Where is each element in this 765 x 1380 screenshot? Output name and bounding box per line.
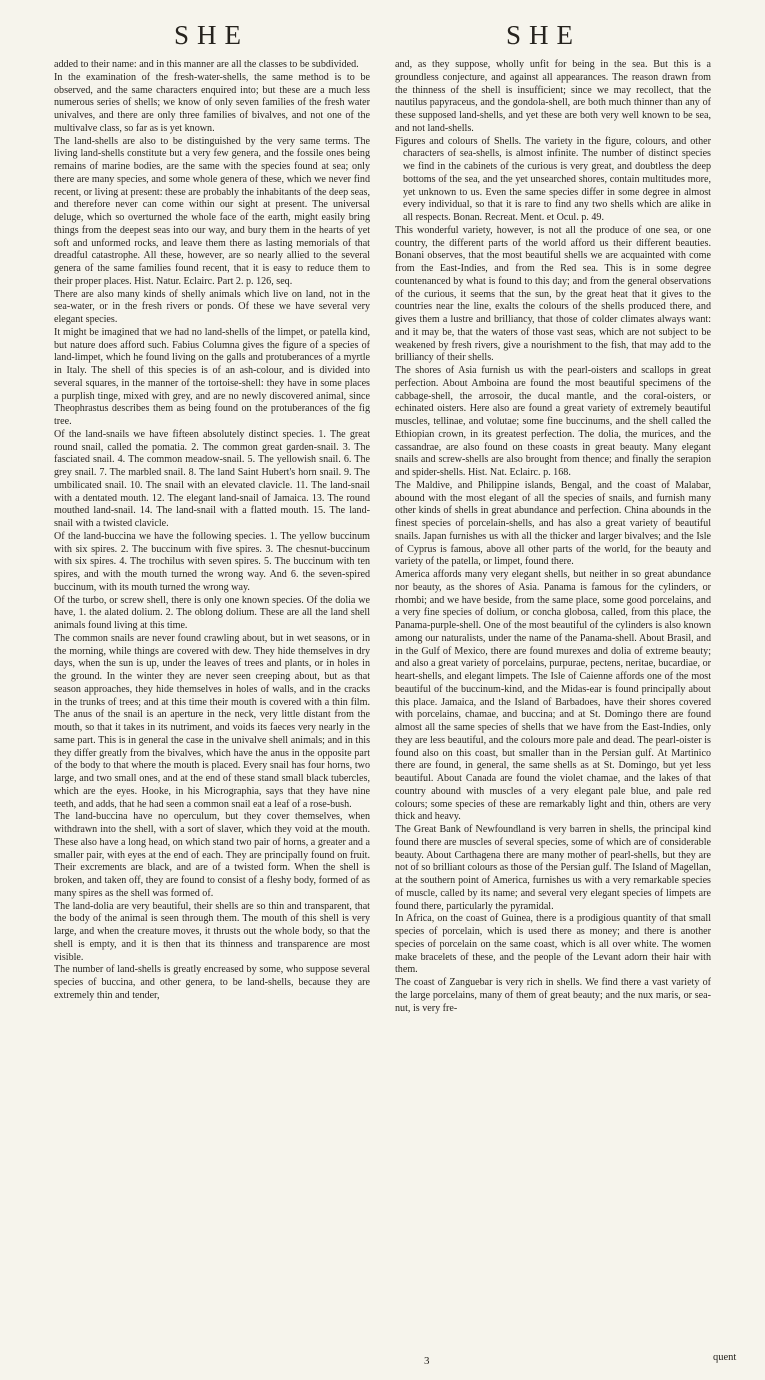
- paragraph: The land-shells are also to be distinguished by the very same terms. The living land-shells constitute but a very few genera, and the fossile ones being remains of marine bodies, are the same with the species found at sea; only there are many species, and some whole genera of these, which we never find recent, or living at present: these are probably the inhabitants of the deep seas, and therefore never can come within our sight at present. The universal deluge, which so overturned the whole face of the earth, might easily bring things from the deepest seas into our way, and bury them in the hearts of yet soft and unformed rocks, and leave them there as lasting memorials of that dreadful catastrophe. All these, however, are so nearly allied to the several genera of the same families found recent, that it is easy to reduce them to their proper places. Hist. Natur. Eclairc. Part 2. p. 126, seq.: [54, 135, 370, 287]
- paragraph: The land-buccina have no operculum, but they cover themselves, when withdrawn into the shell, with a sort of slaver, which they void at the mouth. These also have a long head, on which stand two pair of horns, a greater and a smaller pair, with eyes at the end of each. They are principally found on fruit. Their excrements are black, and are of a twisted form. When the shell is broken, and taken off, they are found to consist of a fleshy body, formed of as many spires as the shell was formed of.: [54, 811, 370, 899]
- paragraph: and, as they suppose, wholly unfit for being in the sea. But this is a groundless conjecture, and against all appearances. The reason drawn from the thinness of the shell is insufficient; since we may recollect, that the nautilus papyraceus, and the gondola-shell, are both much thinner than any of these supposed land-shells, and yet these are both very well known to be sea, and not land-shells.: [395, 59, 711, 134]
- paragraph: The Maldive, and Philippine islands, Bengal, and the coast of Malabar, abound with the most elegant of all the species of snails, and furnish many other kinds of shells in great abundance and perfection. China abounds in the finest species of porcelain-shells, and has also a great variety of beautiful snails. Japan furnishes us with all the thicker and larger bivalves; and the Isle of Cyprus is famous, above all other parts of the world, for the beauty and variety of the patella, or limpet, found there.: [395, 479, 711, 568]
- paragraph: The Great Bank of Newfoundland is very barren in shells, the principal kind found there are muscles of several species, some of which are of considerable beauty. About Carthagena there are many mother of pearl-shells, but they are not of so brilliant colours as those of the Persian gulf. The Island of Magellan, at the southern point of America, furnishes us with a very remarkable species of muscle, called by its name; and several very elegant species of limpets are found there, particularly the pyramidal.: [395, 824, 711, 912]
- paragraph: This wonderful variety, however, is not all the produce of one sea, or one country, the different parts of the world afford us their different beauties. Bonani observes, that the most beautiful shells we are acquainted with come from the East-Indies, and from the Red sea. This is in some degree countenanced by what is found to this day; and from the general observations of the curious, it seems that the sun, by the great heat that it gives to the countries near the line, exalts the colours of the shells produced there, and gives them a lustre and brilliancy, that those of colder climates always want: and it may be, that the waters of those vast seas, which are not subject to be weakened by fresh rivers, give a nourishment to the fish, that may add to the brilliancy of their shells.: [395, 224, 711, 364]
- right-column: [395, 59, 711, 1015]
- signature-mark: 3: [424, 1355, 430, 1367]
- running-head-right: SHE: [506, 20, 582, 50]
- paragraph: Of the turbo, or screw shell, there is only one known species. Of the dolia we have, 1. the alated dolium. 2. The oblong dolium. These are all the land shell animals found living at this time.: [54, 594, 370, 631]
- paragraph: Of the land-snails we have fifteen absolutely distinct species. 1. The great round snail, called the pomatia. 2. The common great garden-snail. 3. The fasciated snail. 4. The common meadow-snail. 5. The yellowish snail. 6. The grey snail. 7. The marbled snail. 8. The land Saint Hubert's horn snail. 9. The umbilicated snail. 10. The snail with an elevated clavicle. 11. The land-snail with a dentated mouth. 12. The elegant land-snail of Jamaica. 13. The round mouthed land-snail. 14. The land-snail with a flatted mouth. 15. The land-snail with a twisted clavicle.: [54, 428, 370, 529]
- paragraph: Of the land-buccina we have the following species. 1. The yellow buccinum with six spires. 2. The buccinum with five spires. 3. The chesnut-buccinum with six spires. 4. The trochilus with seven spires. 5. The buccinum with ten spires, and with the mouth turned the wrong way. And 6. the seven-spired buccinum, with its mouth turned the wrong way.: [54, 530, 370, 593]
- paragraph: The common snails are never found crawling about, but in wet seasons, or in the morning, while things are covered with dew. They hide themselves in dry days, when the sun is up, under the leaves of trees and plants, or in holes in the ground. In the winter they are never seen creeping about, but as that season approaches, they hide themselves in holes of walls, and in the cracks in the trunks of trees; and at this time their mouth is covered with a thin film. The anus of the snail is an aperture in the neck, very little distant from the mouth, so that it takes in its nutriment, and voids its faeces very nearly in the same part. This is in general the case in the univalve shell animals; and in this they differ greatly from the bivalves, which have the anus in the opposite part of the body to that where the mouth is placed. Every snail has four horns, two large, and two small ones, and at the end of these stand small black tubercles, which are the eyes. Hooke, in his Micrographia, says that they have nine teeth, and adds, that he had seen a common snail eat a leaf of a rose-bush.: [54, 632, 370, 810]
- paragraph: In the examination of the fresh-water-shells, the same method is to be observed, and the same characters enquired into; but these are a much less numerous series of shells; we know of only seven families of the fresh water univalves, and there are only three families of bivalves, and not one of the multivalve class, so far as is yet known.: [54, 71, 370, 134]
- paragraph: America affords many very elegant shells, but neither in so great abundance nor beauty, as the shores of Asia. Panama is famous for the cylinders, or rhombi; and we have beside, from the same place, some good porcelains, and a very fine species of dolium, or concha globosa, called, from this place, the Panama-purple-shell. One of the most beautiful of the cylinders is also known among our naturalists, under the name of the Panama-shell. About Brasil, and in the Gulf of Mexico, there are found murexes and dolia of extreme beauty; and also a great variety of porcelains, purpurae, pectens, neritae, bucardiae, or heart-shells, and elegant limpets. The Isle of Caienne affords one of the most beautiful of the buccinum-kind, and the Midas-ear is found principally about this place. Jamaica, and the Island of Barbadoes, have their shores covered with porcelains, chamae, and buccina; and at St. Domingo there are found almost all the same species of shells that we have from the East-Indies, only they are less beautiful, and the colours more pale and dead. The pearl-oister is found also on this coast, but smaller than in the Persian gulf. At Martinico there are found, in general, the same shells as at St. Domingo, but yet less beautiful. About Canada are found the violet chamae, and the lakes of that country abound with muscles of a very elegant pale blue, and pale red colours; some species of these are remarkably light and thin, others are very thick and heavy.: [395, 569, 711, 823]
- paragraph: The coast of Zanguebar is very rich in shells. We find there a vast variety of the large porcelains, many of them of great beauty; and the nux maris, or sea-nut, is very fre-: [395, 977, 711, 1014]
- left-column: [54, 59, 370, 1003]
- paragraph: The land-dolia are very beautiful, their shells are so thin and transparent, that the body of the animal is seen through them. The mouth of this shell is very large, and when the creature moves, it thrusts out the whole body, so that the shell is empty, and it is then that its thinness and transparence are most visible.: [54, 900, 370, 963]
- paragraph: There are also many kinds of shelly animals which live on land, not in the sea-water, or in the fresh rivers or ponds. Of these we have several very elegant species.: [54, 288, 370, 325]
- paragraph: added to their name: and in this manner are all the classes to be subdivided.: [54, 59, 359, 70]
- running-head-left: SHE: [174, 20, 250, 50]
- paragraph: The number of land-shells is greatly encreased by some, who suppose several species of buccina, and other genera, to be land-shells, because they are extremely thin and tender,: [54, 964, 370, 1001]
- paragraph: The shores of Asia furnish us with the pearl-oisters and scallops in great perfection. About Amboina are found the most beautiful specimens of the cabbage-shell, the arrosoir, the ducal mantle, and the coral-oisters, or echinated oisters. Here also are found a great variety of extremely beautiful muscles, tellinae, and volutae; some fine buccinums, and the shell called the Ethiopian crown, in its greatest perfection. The dolia, the murices, and the cassandrae, are also found on these coasts in great beauty. Many elegant snails and screw-shells are also brought from thence; and finally the serapion and spider-shells. Hist. Nat. Eclairc. p. 168.: [395, 365, 711, 478]
- paragraph: It might be imagined that we had no land-shells of the limpet, or patella kind, but nature does afford such. Fabius Columna gives the figure of a species of land-limpet, which he found living on the galls and protuberances of a myrtle in Italy. The shell of this species is of an ash-colour, and is divided into several squares, in the manner of the tortoise-shell: they have in some places a purplish tinge, mixed with grey, and are no newly discovered animal, since Theophrastus describes them as being found on the protuberances of the fig tree.: [54, 326, 370, 427]
- paragraph: In Africa, on the coast of Guinea, there is a prodigious quantity of that small species of porcelain, which is used there as money; and there is another species of porcelain on the same coast, which is all over white. The women make bracelets of these, and the people of the Levant adorn their hair with them.: [395, 913, 711, 976]
- paragraph: Figures and colours of Shells. The variety in the figure, colours, and other characters of sea-shells, is almost infinite. The number of distinct species we find in the cabinets of the curious is very great, and doubtless the deep bottoms of the sea, and the yet unsearched shores, contain multitudes more, yet unknown to us. Even the same species differ in some degree in almost every individual, so that it is rare to find any two shells which are alike in all respects. Bonan. Recreat. Ment. et Ocul. p. 49.: [395, 135, 711, 223]
- catchword: quent: [713, 1352, 737, 1363]
